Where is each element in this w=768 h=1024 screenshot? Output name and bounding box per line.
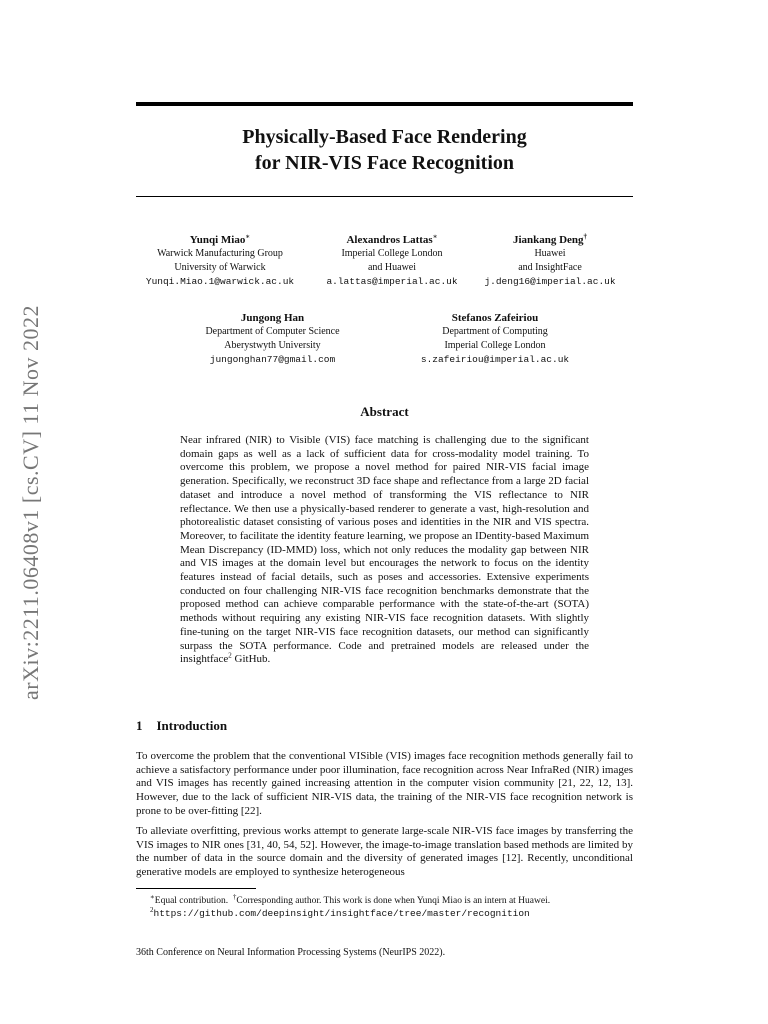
author-block [400,311,590,367]
author-email[interactable]: j.deng16@imperial.ac.uk [484,276,616,287]
author-email[interactable]: jungonghan77@gmail.com [209,354,336,365]
footnote-url[interactable]: https://github.com/deepinsight/insightface/tree/master/recognition [153,908,530,919]
author-block [470,233,630,289]
footnote-rule [136,888,256,889]
section-heading: 1 Introduction [136,718,228,733]
abstract-body: Near infrared (NIR) to Visible (VIS) face matching is challenging due to the significant domain gaps as well as a lack of sufficient data for cross-modality model training. To overcome this problem, we propose a novel method for paired NIR-VIS facial image generation. Specifically, we reconstruct 3D face shape and reflectance from a large 2D facial dataset and introduce a novel method of transforming the VIS reflectance to NIR reflectance. We then use a physically-based renderer to generate a vast, high-resolution and photorealistic dataset consisting of various poses and identities in the NIR and VIS spectra. Moreover, to facilitate the identity feature learning, we propose an IDentity-based Maximum Mean Discrepancy (ID-MMD) loss, which not only reduces the modality gap between NIR and VIS images at the domain level but encourages the network to focus on the identity features instead of facial details, such as poses and accessories. Extensive experiments conducted on four challenging NIR-VIS face recognition benchmarks demonstrate that the proposed method can achieve comparable performance with the state-of-the-art (SOTA) methods without requiring any existing NIR-VIS face recognition datasets. With slightly fine-tuning on the target NIR-VIS face recognition datasets, our method can significantly surpass the SOTA performance. Code and pretrained models are released under the insightface$^2$ GitHub. [180,434,589,666]
author-name: Stefanos Zafeiriou [451,312,539,324]
title-top-rule [136,102,633,106]
author-affiliation: Warwick Manufacturing Group [157,248,283,259]
abstract-heading: Abstract [360,404,409,419]
author-affiliation: and Huawei [367,262,417,273]
author-block [312,233,472,289]
author-email[interactable]: s.zafeiriou@imperial.ac.uk [420,354,570,365]
author-name: Yunqi Miao∗ [189,232,251,246]
title-bottom-rule [136,196,633,197]
footnote-2: $^2$https://github.com/deepinsight/insightface/tree/master/recognition [150,905,530,919]
author-affiliation: University of Warwick [174,262,266,273]
intro-paragraph-2: To alleviate overfitting, previous works attempt to generate large-scale NIR-VIS face images by transferring the VIS images to NIR ones [31, 40, 54, 52]. However, the image-to-image translation based methods are limited by the number of data in the source domain and the diversity of generated images [12]. Recently, unconditional generative models are employed to synthesize heterogeneous [136,825,633,879]
author-affiliation: Aberystwyth University [224,340,321,351]
conference-note: 36th Conference on Neural Information Processing Systems (NeurIPS 2022). [136,947,446,958]
author-block [180,311,365,367]
title-line-2: for NIR-VIS Face Recognition [254,152,515,174]
author-block [140,233,300,289]
author-affiliation: Imperial College London [444,340,546,351]
author-affiliation: Imperial College London [341,248,443,259]
title-line-1: Physically-Based Face Rendering [242,126,527,148]
author-affiliation: and InsightFace [518,262,582,273]
footnote-mark: 2 [228,651,232,660]
author-name: Alexandros Lattas∗ [346,232,438,246]
author-name: Jungong Han [240,312,305,324]
author-affiliation: Huawei [534,248,566,259]
author-affiliation: Department of Computing [442,326,548,337]
author-email[interactable]: Yunqi.Miao.1@warwick.ac.uk [145,276,295,287]
author-name: Jiankang Deng† [512,232,588,246]
footnote-1: ∗Equal contribution. †Corresponding author. This work is done when Yunqi Miao is an intern at Huawei. [150,892,551,906]
author-email[interactable]: a.lattas@imperial.ac.uk [326,276,458,287]
paper-title [136,124,633,176]
arxiv-stamp: arXiv:2211.06408v1 [cs.CV] 11 Nov 2022 [18,305,43,700]
intro-paragraph-1: To overcome the problem that the conventional VISible (VIS) images face recognition methods generally fail to achieve a satisfactory performance under poor illumination, face recognition across Near InfraRed (NIR) images and VIS images has recently gained increasing attention in the computer vision community [21, 22, 12, 13]. However, due to the lack of sufficient NIR-VIS data, the training of the NIR-VIS face recognition network is prone to be over-fitting [22]. [136,750,633,817]
author-affiliation: Department of Computer Science [205,326,340,337]
